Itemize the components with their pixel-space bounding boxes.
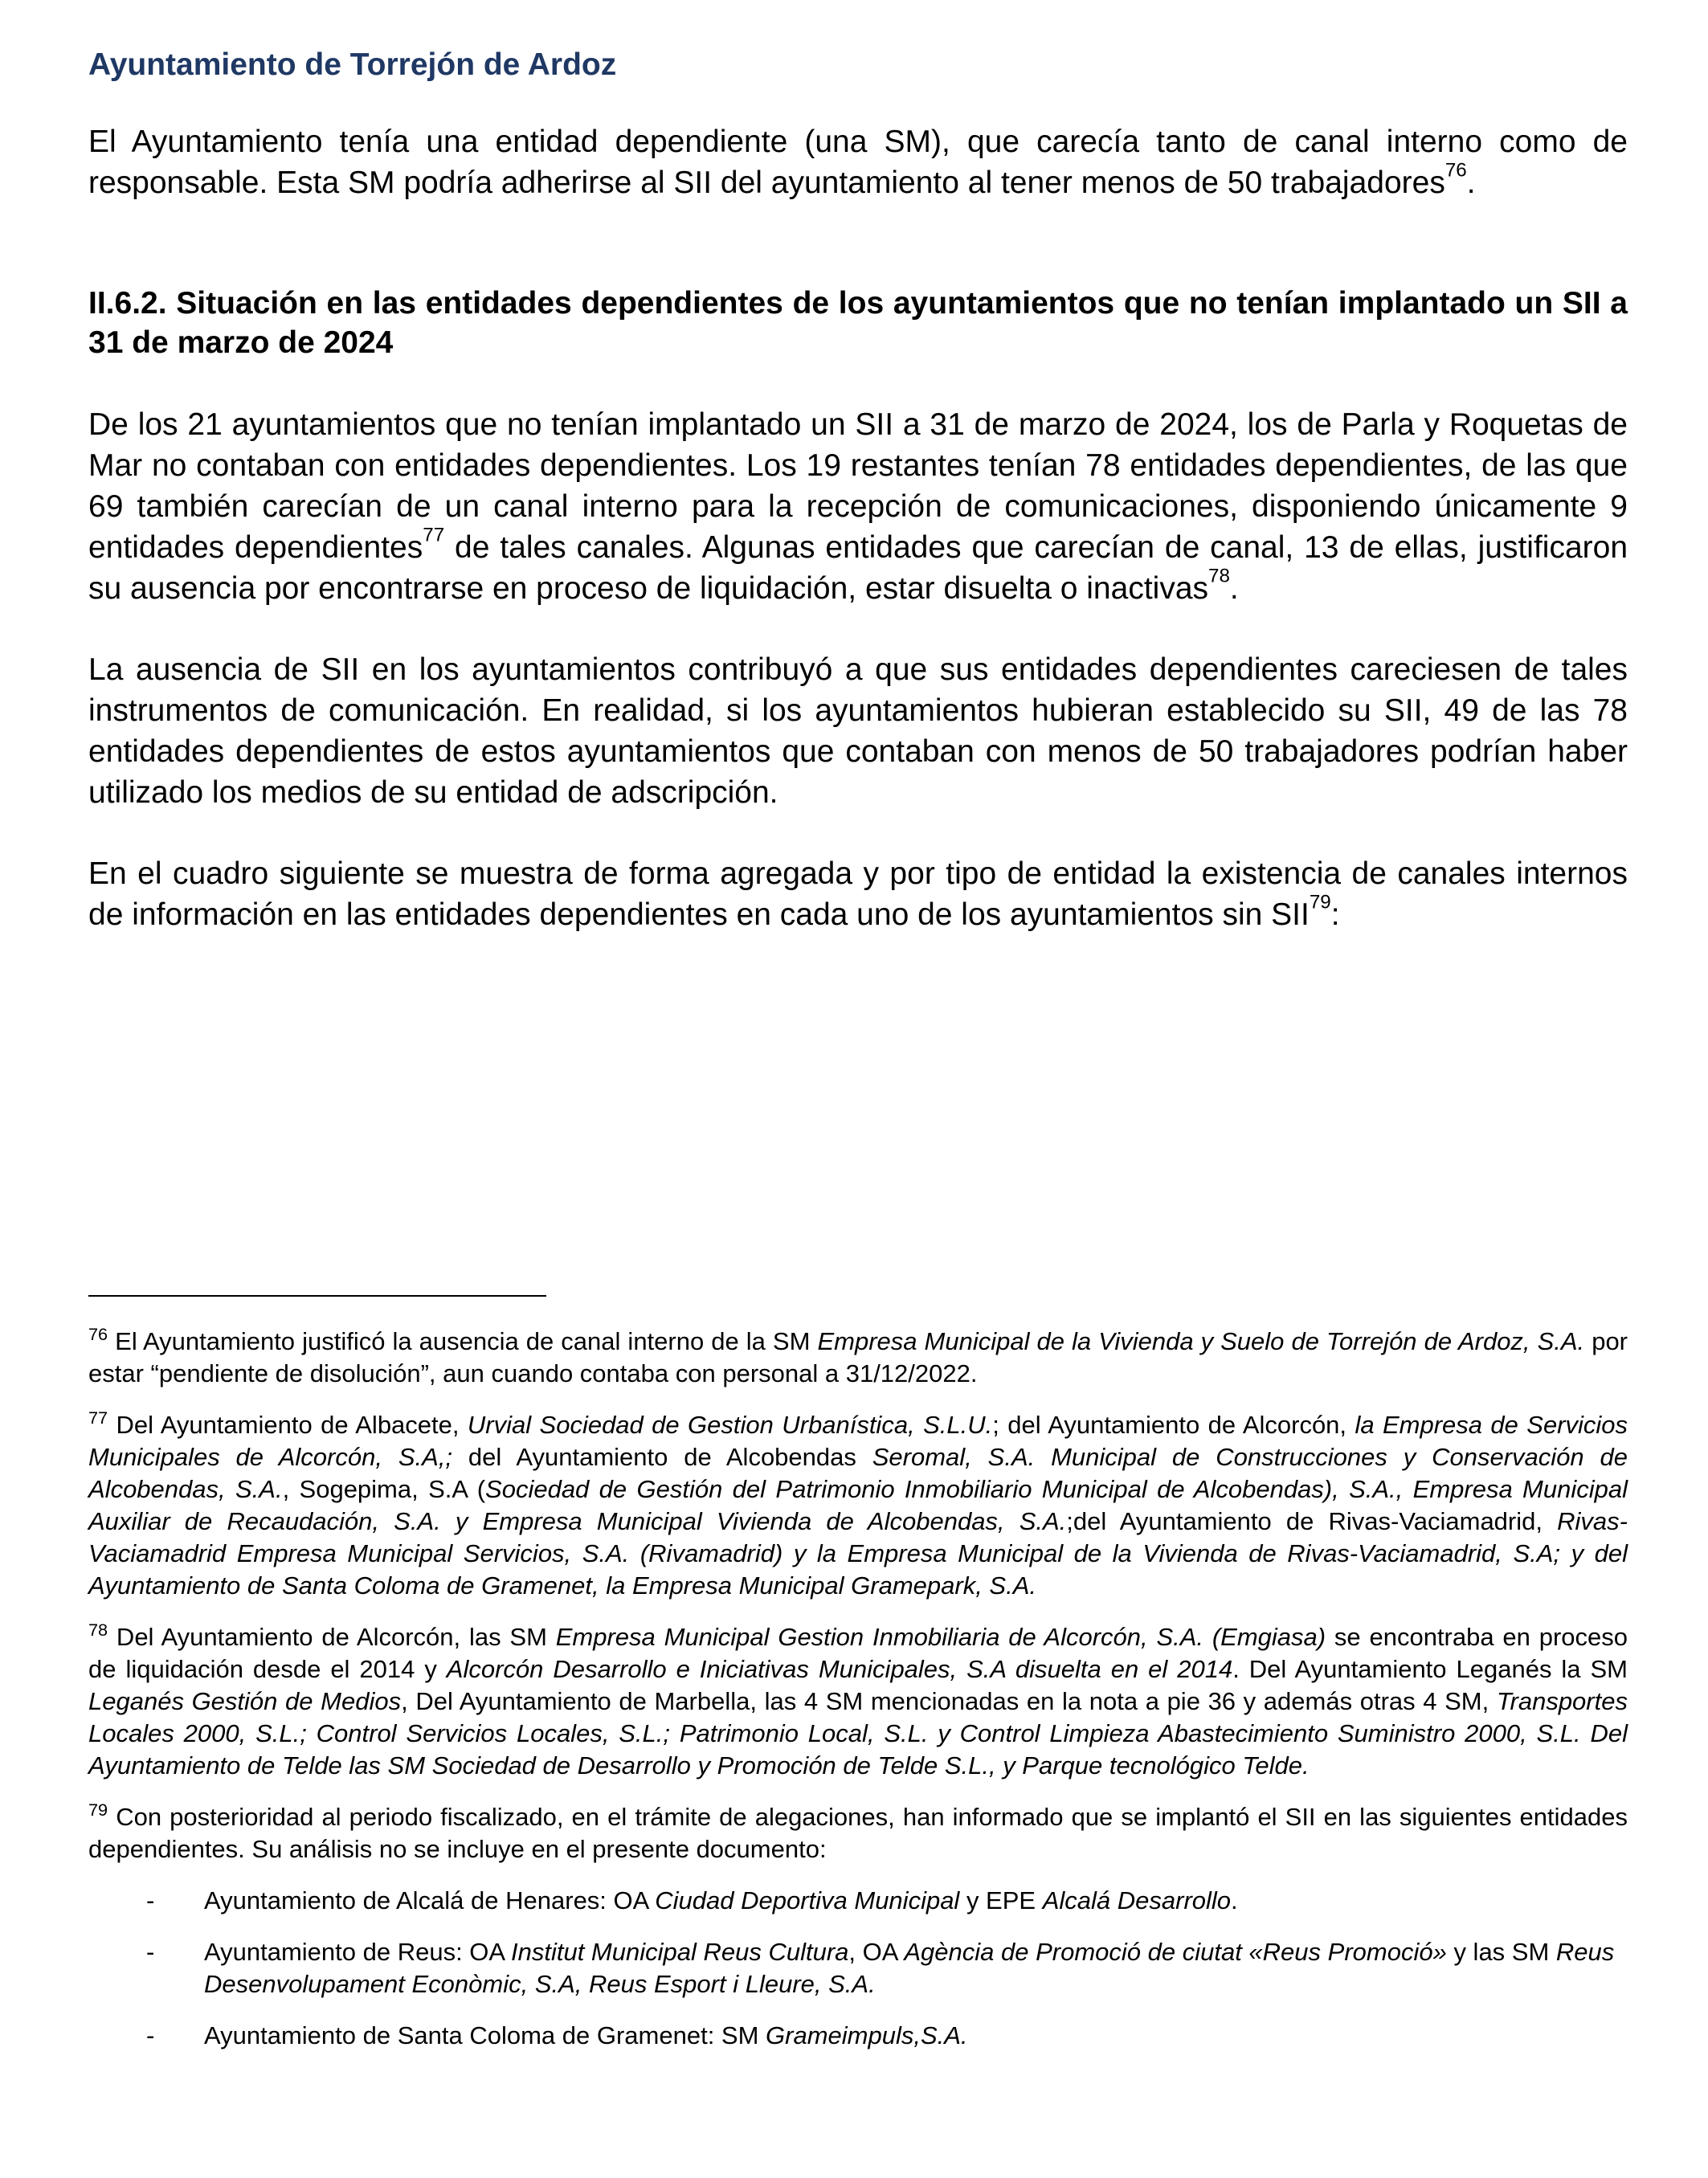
list-dash: -: [146, 2021, 155, 2049]
list-entity-name: Grameimpuls,S.A.: [766, 2021, 968, 2049]
paragraph-end: :: [1330, 897, 1340, 932]
footnote-entity-name: Urvial Sociedad de Gestion Urbanística, S.L.U.: [467, 1411, 993, 1439]
footnote-entity-name: Empresa Municipal Gestion Inmobiliaria de Alcorcón, S.A. (Emgiasa): [555, 1623, 1326, 1651]
footnote-number: 78: [88, 1620, 108, 1641]
footnote-entity-name: Rivas-Vaciamadrid Empresa Municipal Servicios, S.A. (Rivamadrid) y la Empresa Municipal de la Vivienda de Rivas-Vaciamadrid, S.A; y del Ayuntamiento de Santa Coloma de Gramenet, la Empresa Municipal Gramepark, S.A.: [88, 1507, 1628, 1600]
footnote-text: se encontraba en proceso de liquidación desde el 2014 y: [88, 1623, 1628, 1683]
footnote-entity-name: Alcorcón Desarrollo e Iniciativas Municipales, S.A disuelta en el 2014: [446, 1655, 1233, 1683]
paragraph-ayuntamientos-sin-sii: [88, 404, 1628, 609]
footnote-entity-name: la Empresa de Servicios Municipales de Alcorcón, S.A,;: [88, 1411, 1628, 1471]
list-text: .: [1231, 1886, 1238, 1914]
footnote-79: [88, 1801, 1628, 1865]
list-text: Ayuntamiento de Alcalá de Henares: OA: [204, 1886, 656, 1914]
paragraph-text: de tales canales. Algunas entidades que carecían de canal, 13 de ellas, justificaron su ausencia por encontrarse en proceso de liquidación, estar disuelta o inactivas: [88, 529, 1628, 606]
footnote-text: Con posterioridad al periodo fiscalizado, en el trámite de alegaciones, han informado que se implantó el SII en las siguientes entidades dependientes. Su análisis no se incluye en el presente documento:: [88, 1803, 1628, 1863]
list-entity-name: Alcalá Desarrollo: [1042, 1886, 1232, 1914]
footnote-entity-name: Transportes Locales 2000, S.L.; Control Servicios Locales, S.L.; Patrimonio Local, S.L. y Control Limpieza Abastecimiento Suministro 2000, S.L. Del Ayuntamiento de Telde las SM Sociedad de Desarrollo y Promoción de Telde S.L., y Parque tecnológico Telde.: [88, 1687, 1628, 1780]
footnote-number: 79: [88, 1800, 108, 1820]
footnote-text: , Del Ayuntamiento de Marbella, las 4 SM mencionadas en la nota a pie 36 y además otras 4 SM,: [401, 1687, 1497, 1715]
paragraph-ausencia-sii: La ausencia de SII en los ayuntamientos contribuyó a que sus entidades dependientes careciesen de tales instrumentos de comunicación. En realidad, si los ayuntamientos hubieran establecido su SII, 49 de las 78 entidades dependientes de estos ayuntamientos que contaban con menos de 50 trabajadores podrían haber utilizado los medios de su entidad de adscripción.: [88, 652, 1628, 810]
footnote-text: ;del Ayuntamiento de Rivas-Vaciamadrid,: [1066, 1507, 1558, 1535]
list-item: [88, 1936, 1628, 2000]
paragraph-end: .: [1229, 570, 1239, 606]
footnote-number: 76: [88, 1324, 108, 1345]
paragraph-cuadro-intro: [88, 853, 1628, 935]
list-item: [88, 2020, 1628, 2052]
footnote-entity-name: Empresa Municipal de la Vivienda y Suelo de Torrejón de Ardoz, S.A.: [817, 1327, 1585, 1355]
list-entity-name: Ciudad Deportiva Municipal: [655, 1886, 960, 1914]
footnote-separator: [88, 1295, 546, 1297]
paragraph-end: .: [1466, 165, 1476, 200]
footnote-text: del Ayuntamiento de Alcobendas: [452, 1443, 872, 1471]
footnote-text: Del Ayuntamiento de Alcorcón, las SM: [108, 1623, 556, 1651]
footnotes: [88, 1326, 1628, 2071]
list-dash: -: [146, 1938, 155, 1966]
footnote-76: [88, 1326, 1628, 1390]
footnote-ref-79[interactable]: 79: [1309, 891, 1331, 913]
footnote-ref-78[interactable]: 78: [1208, 565, 1230, 587]
footnote-text: por estar “pendiente de disolución”, aun cuando contaba con personal a 31/12/2022.: [88, 1327, 1628, 1387]
list-text: y las SM: [1446, 1938, 1556, 1966]
list-entity-name: Reus Desenvolupament Econòmic, S.A, Reus Esport i Lleure, S.A.: [204, 1938, 1615, 1998]
footnote-ref-76[interactable]: 76: [1444, 159, 1467, 182]
paragraph-torrejon: [88, 121, 1628, 203]
list-entity-name: Agència de Promoció de ciutat «Reus Promoció»: [904, 1938, 1447, 1966]
list-entity-name: Institut Municipal Reus Cultura: [511, 1938, 849, 1966]
list-text: , OA: [848, 1938, 905, 1966]
footnote-entity-name: Leganés Gestión de Medios: [88, 1687, 402, 1715]
list-text: y EPE: [959, 1886, 1043, 1914]
footnote-text: , Sogepima, S.A (: [282, 1475, 486, 1503]
section-heading: II.6.2. Situación en las entidades dependientes de los ayuntamientos que no tenían implantado un SII a 31 de marzo de 2024: [88, 285, 1628, 360]
footnote-text: ; del Ayuntamiento de Alcorcón,: [992, 1411, 1355, 1439]
footnote-ref-77[interactable]: 77: [423, 524, 445, 546]
paragraph-text: De los 21 ayuntamientos que no tenían implantado un SII a 31 de marzo de 2024, los de Parla y Roquetas de Mar no contaban con entidades dependientes. Los 19 restantes tenían 78 entidades dependientes, de las que 69 también carecían de un canal interno para la recepción de comunicaciones, disponiendo únicamente 9 entidades dependientes: [88, 407, 1628, 565]
footnote-78: [88, 1621, 1628, 1782]
list-text: Ayuntamiento de Reus: OA: [204, 1938, 511, 1966]
paragraph-text: En el cuadro siguiente se muestra de forma agregada y por tipo de entidad la existencia de canales internos de información en las entidades dependientes en cada uno de los ayuntamientos sin SII: [88, 856, 1628, 932]
footnote-text: Del Ayuntamiento de Albacete,: [108, 1411, 468, 1439]
footnote-text: El Ayuntamiento justificó la ausencia de canal interno de la SM: [108, 1327, 818, 1355]
footnote-79-list: [88, 1885, 1628, 2052]
list-dash: -: [146, 1886, 155, 1914]
list-item: [88, 1885, 1628, 1917]
footnote-entity-name: Seromal, S.A. Municipal de Construcciones y Conservación de Alcobendas, S.A.: [88, 1443, 1628, 1503]
footnote-entity-name: Sociedad de Gestión del Patrimonio Inmobiliario Municipal de Alcobendas), S.A., Empresa Municipal Auxiliar de Recaudación, S.A. y Empresa Municipal Vivienda de Alcobendas, S.A.: [88, 1475, 1628, 1535]
footnote-77: [88, 1409, 1628, 1602]
paragraph-text: El Ayuntamiento tenía una entidad dependiente (una SM), que carecía tanto de canal interno como de responsable. Esta SM podría adherirse al SII del ayuntamiento al tener menos de 50 trabajadores: [88, 124, 1628, 200]
list-text: Ayuntamiento de Santa Coloma de Gramenet: SM: [204, 2021, 766, 2049]
footnote-text: . Del Ayuntamiento Leganés la SM: [1232, 1655, 1628, 1683]
footnote-number: 77: [88, 1408, 108, 1428]
page-header-title: Ayuntamiento de Torrejón de Ardoz: [88, 47, 617, 82]
